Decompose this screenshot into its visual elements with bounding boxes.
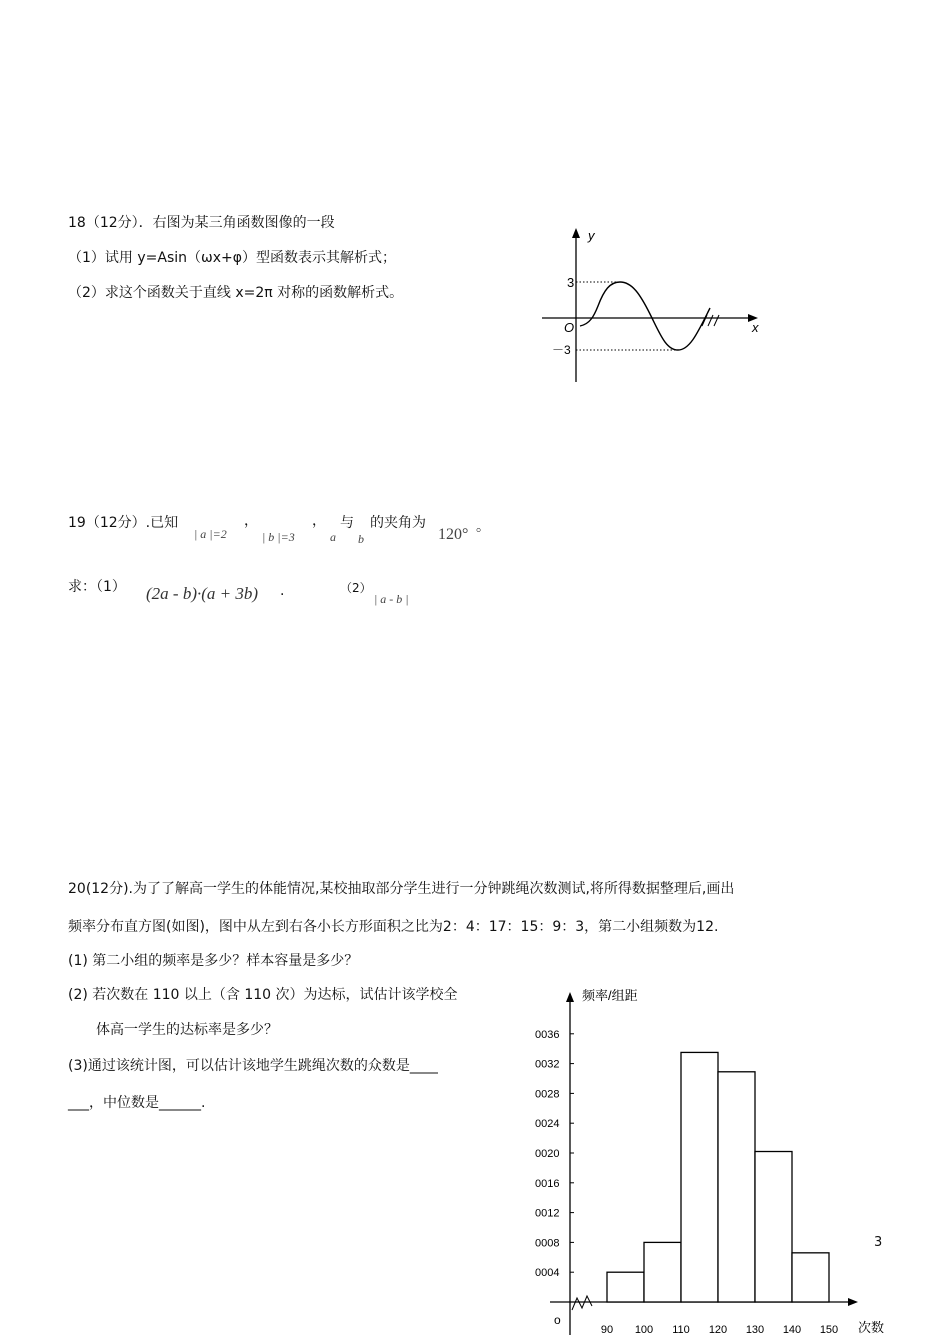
hist-bar xyxy=(718,1072,755,1302)
y-tick-label: 0004 xyxy=(535,1267,560,1280)
hatch-mark xyxy=(708,315,713,326)
hist-x-arrow xyxy=(848,1298,858,1306)
graph-ymin-label: －3 xyxy=(552,343,571,357)
hist-bar xyxy=(607,1272,644,1302)
frequency-histogram xyxy=(520,980,900,1344)
x-tick-label: 150 xyxy=(819,1324,839,1336)
q19-cond-b: | b |=3 xyxy=(262,530,295,544)
q19-angle-text: 的夹角为 xyxy=(370,515,426,531)
q20-line2: 频率分布直方图(如图)，图中从左到右各小长方形面积之比为2：4：17：15：9：3，第二小组频数为12. xyxy=(68,919,719,935)
x-tick-label: 90 xyxy=(600,1324,614,1336)
hist-bar xyxy=(644,1242,681,1302)
hist-bar xyxy=(681,1052,718,1302)
y-tick-label: 0020 xyxy=(535,1148,560,1160)
y-tick-label: 0032 xyxy=(535,1058,560,1071)
hatch-mark xyxy=(714,315,719,326)
x-tick-label: 100 xyxy=(634,1324,654,1336)
q20-part3b: ___，中位数是______. xyxy=(68,1095,206,1111)
q19-vec-b: b xyxy=(358,532,364,546)
hist-x-label: 次数 xyxy=(858,1320,885,1335)
y-tick-label: 0024 xyxy=(535,1118,560,1131)
q19-period: . xyxy=(280,583,285,599)
y-tick-label: 0016 xyxy=(535,1177,560,1190)
q19-expr2: | a - b | xyxy=(374,592,409,606)
sine-graph xyxy=(530,222,770,387)
graph-ymax-label: 3 xyxy=(567,275,575,290)
q18-title: 18（12分）．右图为某三角函数图像的一段 xyxy=(68,215,335,231)
graph-y-label: y xyxy=(588,228,595,243)
hist-origin-label: o xyxy=(554,1313,561,1327)
graph-origin-label: O xyxy=(564,320,575,335)
hatch-mark xyxy=(702,315,707,326)
q19-cond-a: | a |=2 xyxy=(194,527,227,541)
q19-with: 与 xyxy=(340,515,354,531)
q18-part1: （1）试用 y=Asin（ωx+φ）型函数表示其解析式； xyxy=(68,250,396,266)
q19-comma-2: ， xyxy=(312,513,326,529)
q19-comma-1: ， xyxy=(244,513,258,529)
hist-y-label: 频率/组距 xyxy=(582,988,638,1003)
q20-part3a: (3)通过该统计图，可以估计该地学生跳绳次数的众数是____ xyxy=(68,1058,438,1074)
x-tick-label: 120 xyxy=(708,1324,728,1336)
q20-part2a: (2) 若次数在 110 以上（含 110 次）为达标，试估计该学校全 xyxy=(68,987,458,1003)
y-tick-label: 0012 xyxy=(535,1207,560,1220)
axis-break xyxy=(572,1296,592,1310)
sine-curve xyxy=(580,282,710,350)
hist-bar xyxy=(792,1253,829,1302)
graph-x-label: x xyxy=(752,320,759,335)
y-tick-label: 0028 xyxy=(535,1088,560,1101)
hist-bar xyxy=(755,1152,792,1302)
y-tick-label: 0008 xyxy=(535,1237,560,1250)
q19-end: 。 xyxy=(476,519,490,535)
hist-y-arrow xyxy=(566,992,574,1002)
x-tick-label: 110 xyxy=(672,1324,690,1336)
q19-vec-a: a xyxy=(330,530,336,544)
q19-title-prefix: 19（12分）.已知 xyxy=(68,515,179,531)
q20-part1: (1) 第二小组的频率是多少？样本容量是多少？ xyxy=(68,953,359,969)
x-tick-label: 130 xyxy=(745,1324,765,1336)
y-tick-label: 0036 xyxy=(535,1028,560,1041)
q20-line1: 20(12分).为了了解高一学生的体能情况,某校抽取部分学生进行一分钟跳绳次数测试,将所得数据整理后,画出 xyxy=(68,881,735,897)
q19-ask: 求：（1） xyxy=(68,579,126,595)
q19-expr1: (2a - b)·(a + 3b) xyxy=(146,584,259,603)
page-number: 3 xyxy=(874,1235,883,1250)
q19-part2: （2） xyxy=(340,581,372,595)
q20-part2b: 体高一学生的达标率是多少？ xyxy=(96,1022,278,1038)
sine-y-arrow xyxy=(572,228,580,238)
x-tick-label: 140 xyxy=(782,1324,802,1336)
q19-angle: 120° xyxy=(438,526,469,543)
q18-part2: （2）求这个函数关于直线 x=2π 对称的函数解析式。 xyxy=(68,285,404,301)
